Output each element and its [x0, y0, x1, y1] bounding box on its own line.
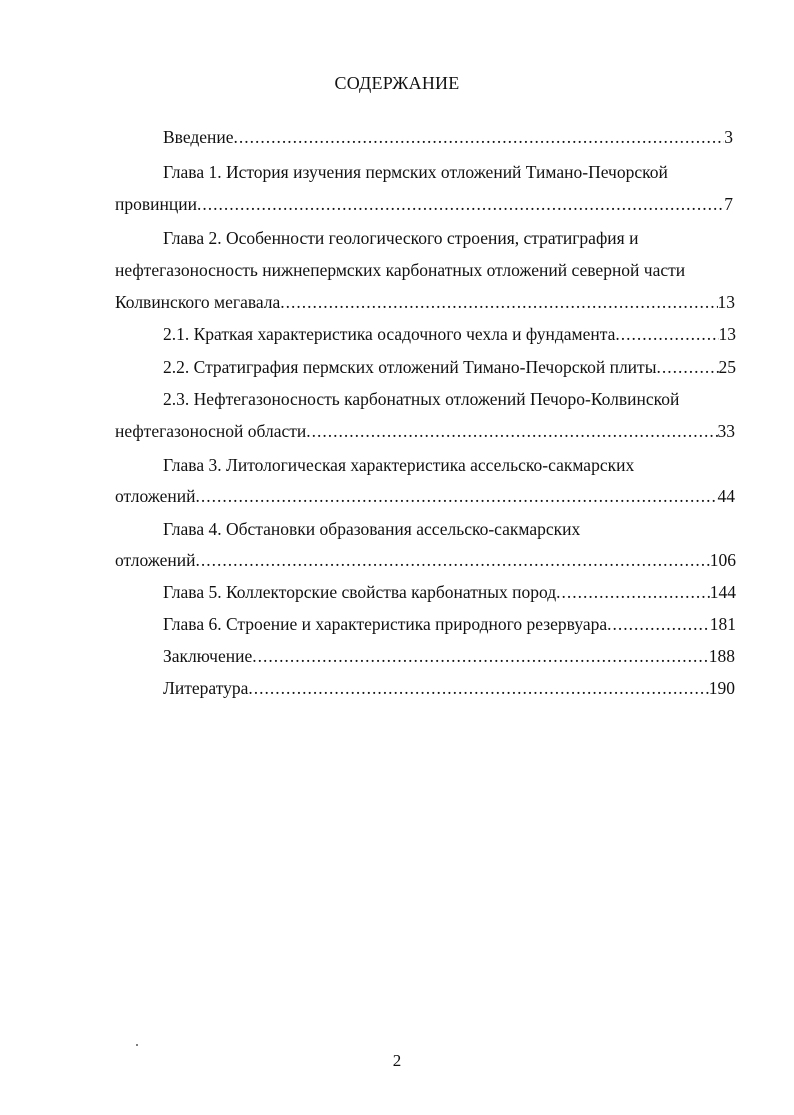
toc-entry-chapter-4[interactable] [115, 550, 736, 571]
dot-leader [556, 582, 710, 603]
toc-page-number: 188 [708, 646, 735, 666]
toc-entry-introduction[interactable] [163, 127, 733, 148]
toc-entry-chapter-6[interactable] [163, 614, 736, 635]
toc-page-number: 144 [709, 582, 736, 602]
toc-entry-label: Литература [163, 678, 249, 698]
toc-entry-section-2-2[interactable] [163, 357, 736, 378]
dot-leader [252, 646, 709, 667]
toc-page-number: 25 [718, 357, 736, 377]
toc-entry-label: 2.1. Краткая характеристика осадочного чехла и фундамента [163, 324, 616, 344]
toc-page-number: 33 [717, 421, 735, 441]
toc-entry-label: Колвинского мегавала [115, 292, 281, 312]
toc-entry-line: Глава 2. Особенности геологического строения, стратиграфия и [163, 228, 639, 248]
toc-page-number: 7 [724, 194, 733, 214]
dot-leader [607, 614, 710, 635]
dot-leader [234, 127, 725, 148]
toc-page-number: 13 [717, 292, 735, 312]
toc-entry-label: Введение [163, 127, 234, 147]
toc-entry-line: 2.3. Нефтегазоносность карбонатных отложений Печоро-Колвинской [163, 389, 680, 409]
toc-page-number: 190 [708, 678, 735, 698]
toc-entry-line: Глава 4. Обстановки образования ассельско-сакмарских [163, 519, 581, 539]
toc-entry-label: отложений [115, 486, 196, 506]
toc-page-number: 181 [709, 614, 736, 634]
page-title: СОДЕРЖАНИЕ [334, 73, 460, 93]
toc-entry-label: Глава 5. Коллекторские свойства карбонатных пород [163, 582, 557, 602]
toc-page-number: 3 [724, 127, 733, 147]
toc-entry-chapter-1[interactable] [115, 194, 733, 215]
toc-entry-conclusion[interactable] [163, 646, 735, 667]
dot-leader [615, 324, 718, 345]
toc-entry-references[interactable] [163, 678, 735, 699]
dot-leader [280, 292, 717, 313]
toc-entry-label: провинции [115, 194, 197, 214]
dot-leader [196, 486, 718, 507]
page-number: 2 [392, 1051, 402, 1070]
toc-entry-label: Глава 6. Строение и характеристика природного резервуара [163, 614, 608, 634]
toc-entry-label: 2.2. Стратиграфия пермских отложений Тимано-Печорской плиты [163, 357, 657, 377]
scan-speck [136, 1044, 138, 1046]
dot-leader [196, 550, 710, 571]
toc-entry-chapter-2[interactable] [115, 292, 735, 313]
dot-leader [197, 194, 724, 215]
dot-leader [306, 421, 717, 442]
toc-entry-label: отложений [115, 550, 196, 570]
toc-entry-line: Глава 3. Литологическая характеристика ассельско-сакмарских [163, 455, 635, 475]
toc-entry-section-2-3[interactable] [115, 421, 735, 442]
toc-page-number: 106 [709, 550, 736, 570]
dot-leader [248, 678, 708, 699]
toc-entry-line: Глава 1. История изучения пермских отложений Тимано-Печорской [163, 162, 668, 182]
toc-page-number: 13 [718, 324, 736, 344]
toc-entry-chapter-5[interactable] [163, 582, 736, 603]
toc-entry-label: нефтегазоносной области [115, 421, 307, 441]
toc-page-number: 44 [717, 486, 735, 506]
dot-leader [656, 357, 718, 378]
toc-entry-line: нефтегазоносность нижнепермских карбонатных отложений северной части [115, 260, 686, 280]
toc-entry-label: Заключение [163, 646, 253, 666]
toc-entry-chapter-3[interactable] [115, 486, 735, 507]
toc-entry-section-2-1[interactable] [163, 324, 736, 345]
